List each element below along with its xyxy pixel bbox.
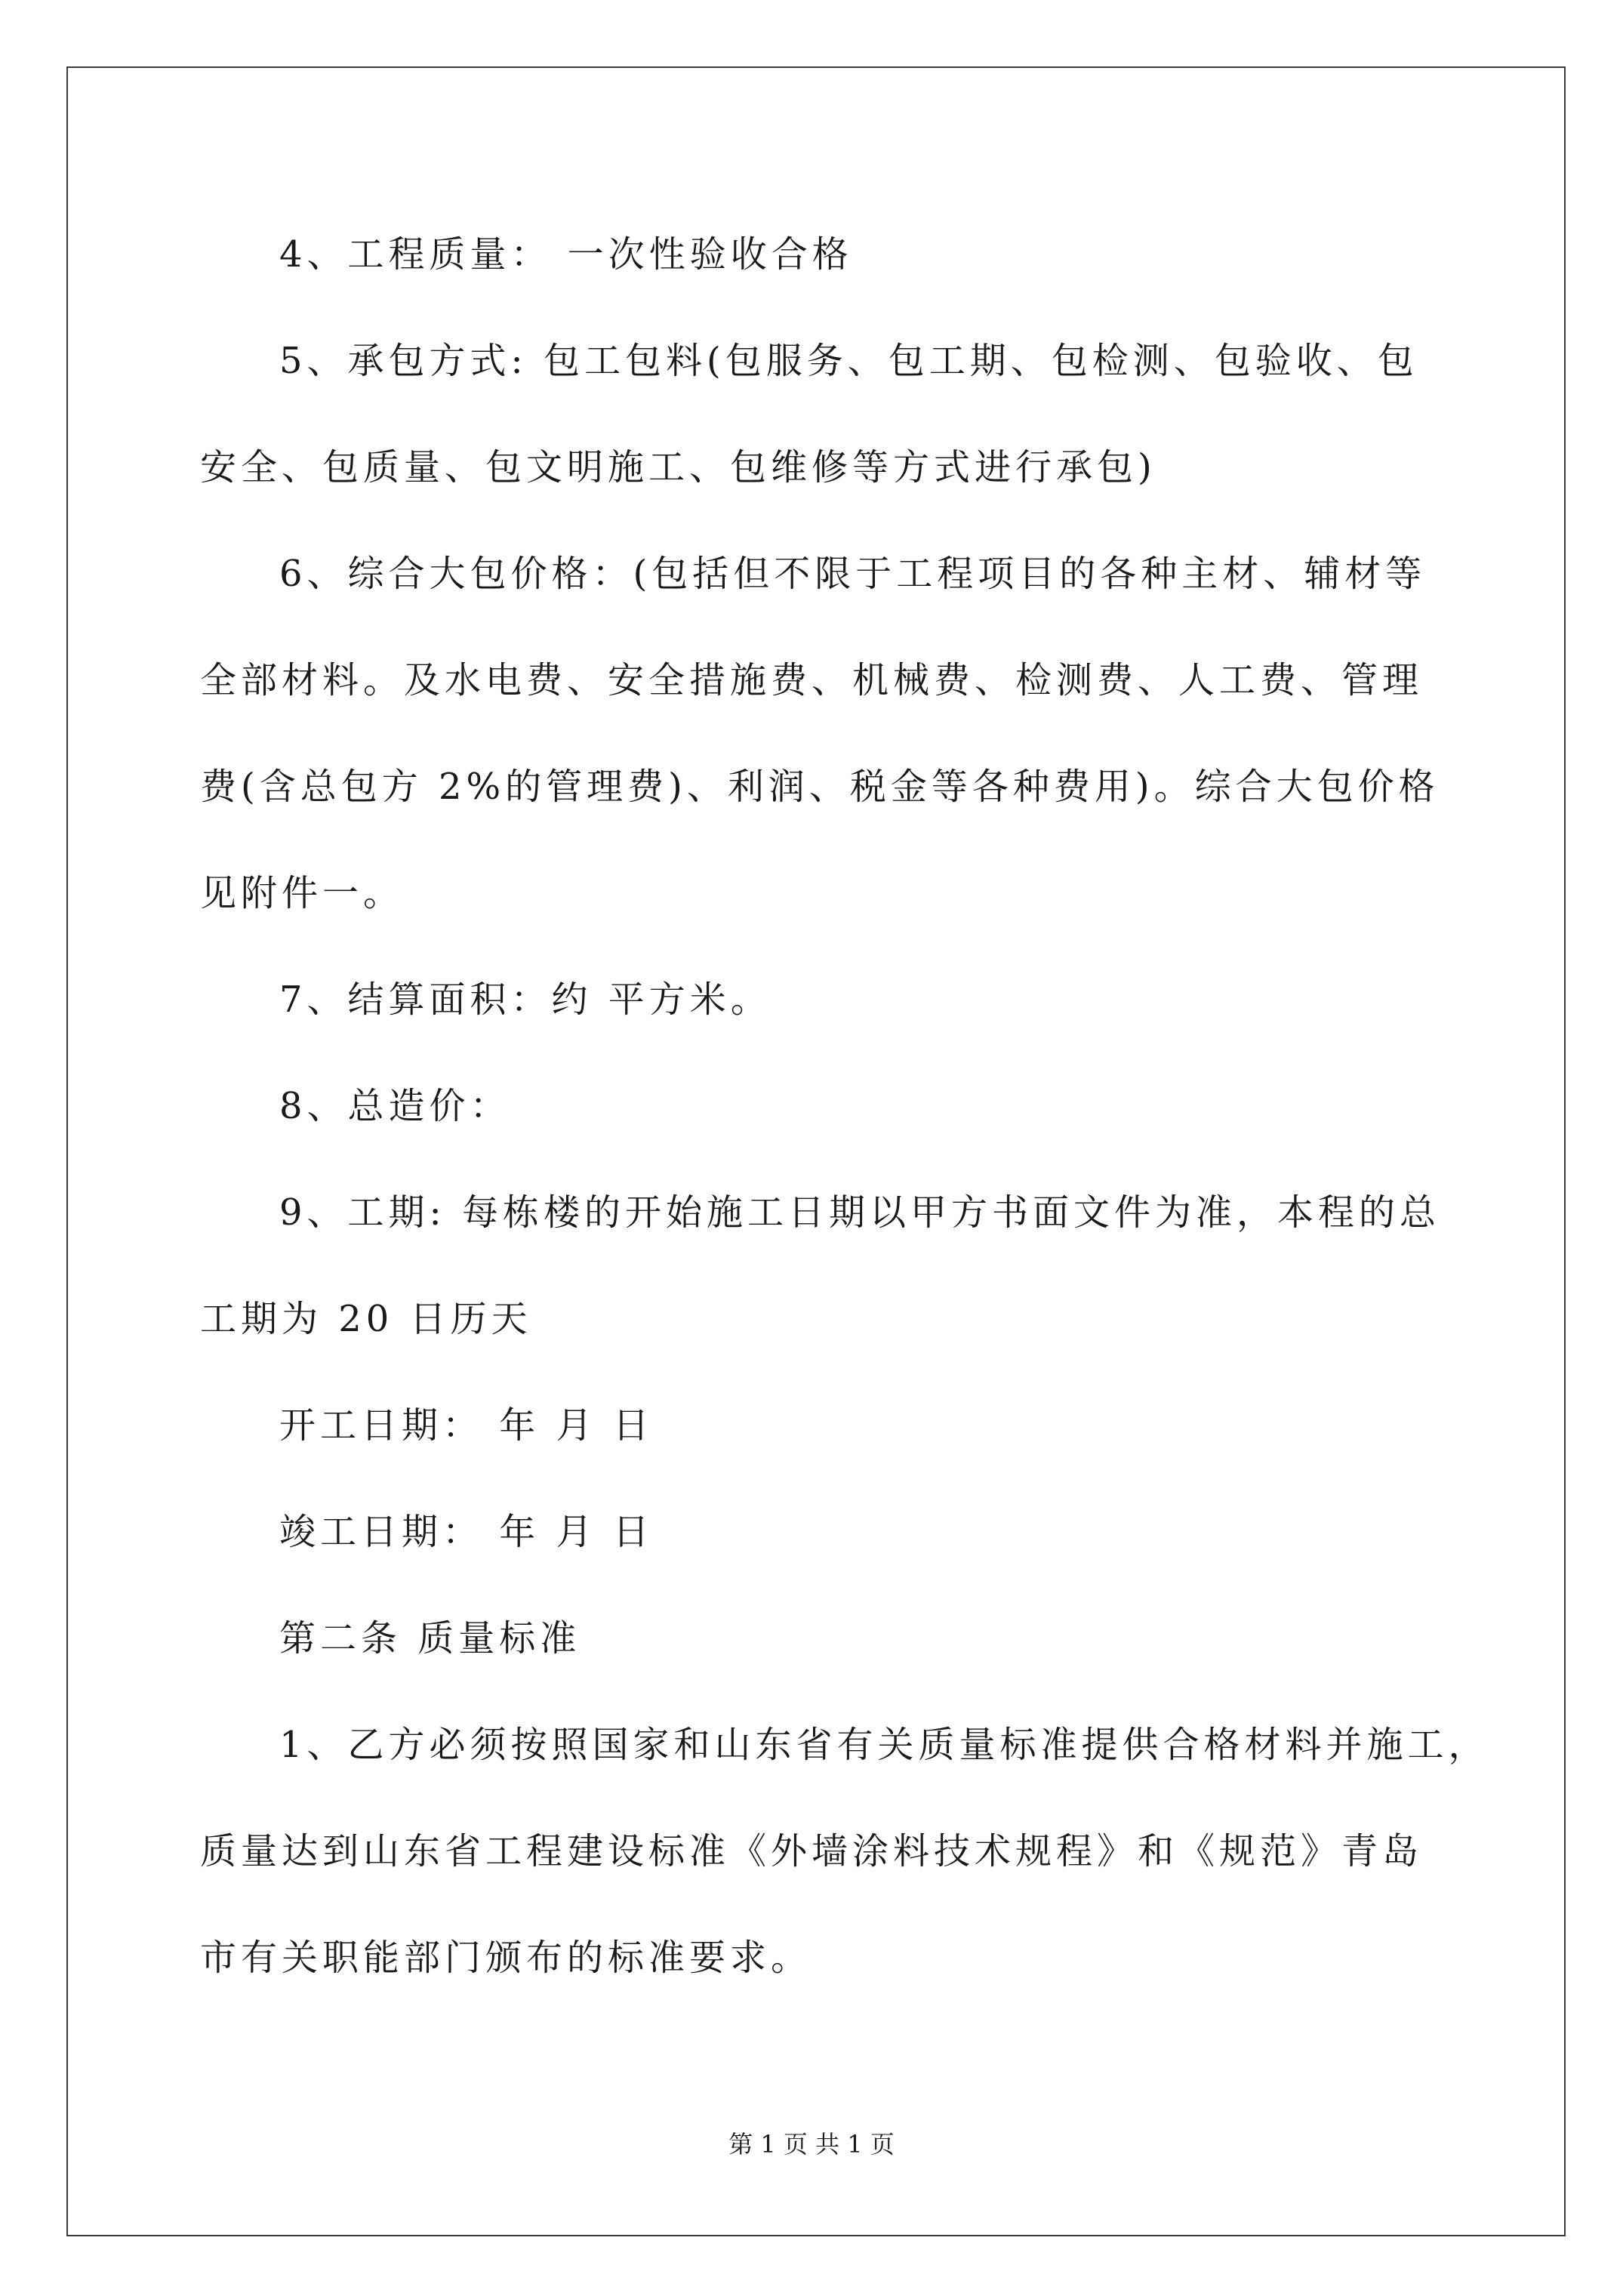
- text-line: 6、综合大包价格：(包括但不限于工程项目的各种主材、辅材等: [279, 553, 1427, 595]
- text-line: 5、承包方式: 包工包料(包服务、包工期、包检测、包验收、包: [279, 340, 1418, 382]
- text-line: 7、结算面积：约 平方米。: [279, 978, 771, 1021]
- text-line: 见附件一。: [200, 872, 405, 914]
- text-line: 安全、包质量、包文明施工、包维修等方式进行承包): [200, 446, 1156, 488]
- text-line: 4、工程质量： 一次性验收合格: [279, 233, 853, 276]
- section-heading: 第二条 质量标准: [279, 1617, 581, 1660]
- text-line: 9、工期: 每栋楼的开始施工日期以甲方书面文件为准，本程的总: [279, 1191, 1440, 1234]
- text-line: 全部材料。及水电费、安全措施费、机械费、检测费、人工费、管理: [200, 659, 1424, 701]
- page-border: [66, 66, 1566, 2236]
- text-line: 竣工日期： 年 月 日: [279, 1511, 654, 1553]
- text-line: 市有关职能部门颁布的标准要求。: [200, 1937, 812, 1979]
- page-number-footer: 第 1 页 共 1 页: [728, 2130, 895, 2159]
- text-line: 质量达到山东省工程建设标准《外墙涂料技术规程》和《规范》青岛: [200, 1830, 1424, 1872]
- text-line: 开工日期： 年 月 日: [279, 1404, 654, 1447]
- text-line: 费(含总包方 2%的管理费)、利润、税金等各种费用)。综合大包价格: [200, 766, 1440, 808]
- text-line: 1、乙方必须按照国家和山东省有关质量标准提供合格材料并施工，: [279, 1724, 1489, 1766]
- text-line: 8、总造价：: [279, 1085, 511, 1127]
- text-line: 工期为 20 日历天: [200, 1298, 532, 1340]
